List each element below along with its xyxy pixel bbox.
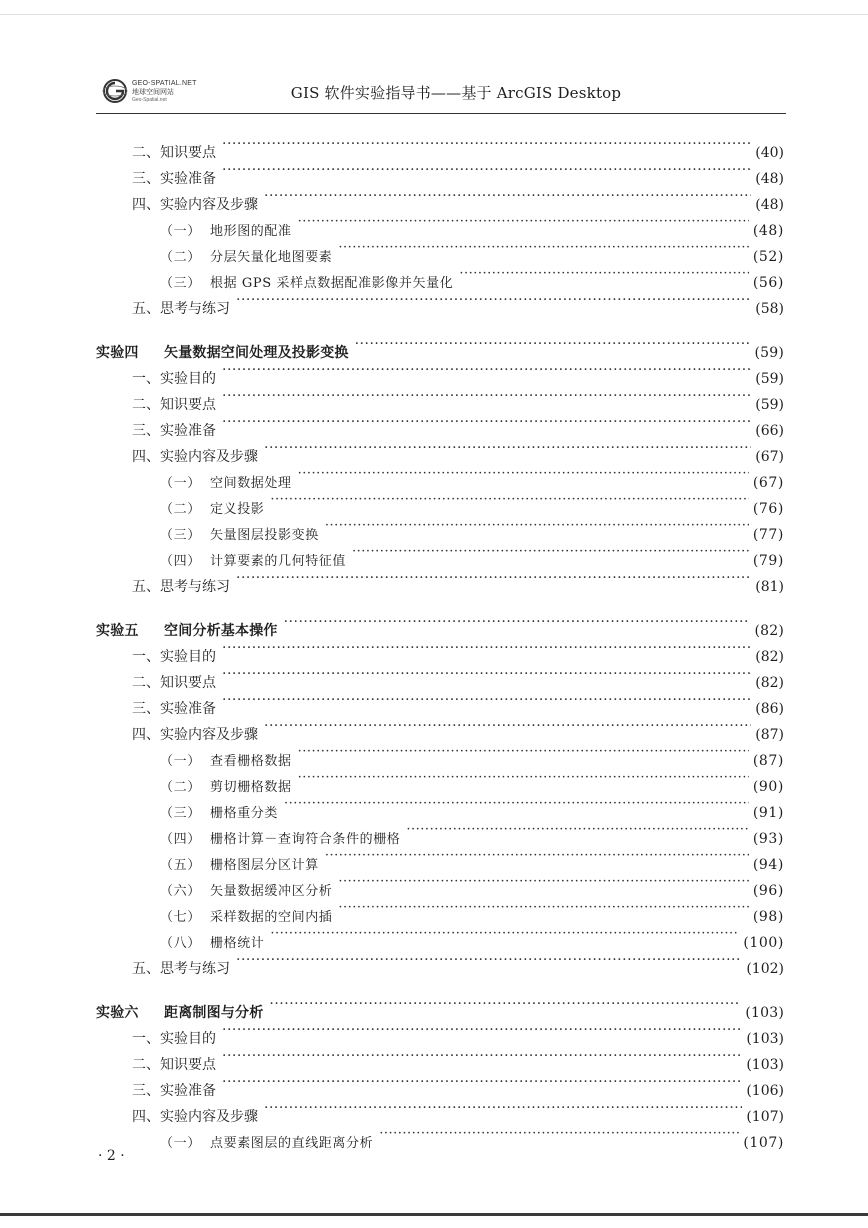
toc-dot-leader: [298, 209, 749, 235]
toc-entry-title: 地形图的配准: [210, 224, 292, 239]
toc-entry-title: 实验准备: [160, 1083, 216, 1099]
toc-dot-leader: [222, 357, 751, 383]
toc-entry-number: 五、: [132, 301, 160, 317]
toc-dot-leader: [325, 513, 749, 539]
toc-entry-title: 思考与练习: [160, 579, 230, 595]
toc-dot-leader: [222, 383, 751, 409]
toc-entry-number: 五、: [132, 961, 160, 977]
toc-entry-number: 三、: [132, 171, 160, 187]
toc-entry-page: (81): [755, 579, 784, 595]
toc-entry-page: (91): [752, 805, 784, 821]
toc-entry-title: 实验内容及步骤: [160, 1109, 258, 1125]
toc-entry-page: (48): [755, 171, 784, 187]
toc-dot-leader: [264, 183, 751, 209]
toc-entry-page: (96): [752, 883, 784, 899]
toc-entry-number: （八）: [160, 936, 201, 951]
logo-line-1: GEO-SPATIAL.NET: [132, 80, 197, 87]
logo-line-2: 地球空间网站: [132, 89, 174, 96]
toc-entry-title: 矢量数据缓冲区分析: [210, 884, 333, 899]
toc-entry-title: 实验准备: [160, 171, 216, 187]
toc-entry-page: (58): [755, 301, 784, 317]
toc-entry-title: 栅格重分类: [210, 806, 279, 821]
toc-entry-number: 二、: [132, 397, 160, 413]
toc-entry-number: 一、: [132, 649, 160, 665]
toc-dot-leader: [459, 261, 749, 287]
toc-entry-page: (67): [752, 475, 784, 491]
toc-entry-page: (59): [754, 345, 784, 361]
toc-entry-number: 二、: [132, 675, 160, 691]
header-rule: [96, 113, 786, 114]
toc-dot-leader: [338, 869, 748, 895]
toc-entry-page: (93): [752, 831, 784, 847]
toc-dot-leader: [298, 739, 749, 765]
toc-dot-leader: [264, 435, 751, 461]
toc-entry-title: 实验目的: [160, 1031, 216, 1047]
toc-entry-title: 实验目的: [160, 371, 216, 387]
toc-entry-number: （三）: [160, 806, 201, 821]
toc-entry-page: (77): [752, 527, 784, 543]
toc-entry-number: 一、: [132, 371, 160, 387]
toc-entry-page: (82): [754, 623, 784, 639]
toc-dot-leader: [355, 331, 751, 357]
toc-entry-page: (66): [755, 423, 784, 439]
toc-dot-leader: [338, 235, 748, 261]
toc-dot-leader: [325, 843, 749, 869]
toc-dot-leader: [270, 921, 739, 947]
toc-entry-title: 采样数据的空间内插: [210, 910, 333, 925]
toc-entry-title: 知识要点: [160, 397, 216, 413]
toc-entry-number: （七）: [160, 910, 201, 925]
toc-dot-leader: [264, 713, 751, 739]
toc-entry-title: 空间分析基本操作: [164, 623, 278, 639]
toc-entry-title: 矢量图层投影变换: [210, 528, 319, 543]
toc-dot-leader: [236, 565, 751, 591]
toc-entry-number: （一）: [160, 754, 201, 769]
toc-entry-title: 实验内容及步骤: [160, 197, 258, 213]
toc-entry-number: 三、: [132, 1083, 160, 1099]
toc-entry-number: 三、: [132, 423, 160, 439]
toc-entry-page: (94): [752, 857, 784, 873]
toc-entry-title: 点要素图层的直线距离分析: [210, 1136, 374, 1151]
toc-entry-number: （四）: [160, 554, 201, 569]
toc-dot-leader: [298, 461, 749, 487]
toc-entry-page: (90): [752, 779, 784, 795]
logo-line-3: Geo-Spatial.net: [132, 97, 167, 103]
toc-entry-page: (103): [745, 1005, 784, 1021]
toc-dot-leader: [270, 487, 748, 513]
toc-entry-title: 定义投影: [210, 502, 265, 517]
toc-dot-leader: [236, 287, 751, 313]
toc-entry-title: 知识要点: [160, 1057, 216, 1073]
top-edge-rule: [0, 14, 868, 15]
toc-entry-number: 二、: [132, 1057, 160, 1073]
toc-entry-page: (98): [752, 909, 784, 925]
toc-dot-leader: [406, 817, 748, 843]
toc-dot-leader: [222, 1017, 742, 1043]
toc-entry-title: 知识要点: [160, 145, 216, 161]
toc-entry-number: 实验六: [96, 1005, 139, 1021]
toc-entry-number: （四）: [160, 832, 201, 847]
table-of-contents: [96, 131, 784, 1151]
toc-chapter-entry[interactable]: [96, 609, 784, 639]
toc-entry-title: 知识要点: [160, 675, 216, 691]
toc-entry-title: 栅格计算－查询符合条件的栅格: [210, 832, 401, 847]
toc-entry-number: 实验四: [96, 345, 139, 361]
toc-entry-page: (103): [746, 1057, 784, 1073]
toc-entry-page: (100): [743, 935, 784, 951]
toc-dot-leader: [222, 409, 751, 435]
toc-entry-title: 空间数据处理: [210, 476, 292, 491]
toc-dot-leader: [379, 1121, 739, 1147]
toc-entry-page: (107): [743, 1135, 784, 1151]
toc-dot-leader: [298, 765, 749, 791]
bottom-edge-rule: [0, 1213, 868, 1216]
toc-entry-number: （三）: [160, 528, 201, 543]
toc-entry-title: 分层矢量化地图要素: [210, 250, 333, 265]
toc-entry-page: (107): [746, 1109, 784, 1125]
toc-entry-title: 实验准备: [160, 423, 216, 439]
toc-dot-leader: [269, 991, 741, 1017]
toc-chapter-entry[interactable]: [96, 991, 784, 1021]
toc-entry-page: (59): [755, 371, 784, 387]
toc-entry-number: 三、: [132, 701, 160, 717]
toc-entry-title: 栅格图层分区计算: [210, 858, 319, 873]
toc-entry-title: 实验准备: [160, 701, 216, 717]
toc-entry-number: （一）: [160, 1136, 201, 1151]
toc-entry-page: (87): [755, 727, 784, 743]
toc-entry-title: 剪切栅格数据: [210, 780, 292, 795]
toc-dot-leader: [284, 609, 751, 635]
toc-entry-number: （二）: [160, 780, 201, 795]
toc-entry-page: (40): [755, 145, 784, 161]
toc-entry-number: （三）: [160, 276, 201, 291]
toc-dot-leader: [284, 791, 749, 817]
publisher-logo: [102, 76, 222, 106]
toc-entry-title: 栅格统计: [210, 936, 265, 951]
toc-dot-leader: [264, 1095, 742, 1121]
toc-entry-title: 查看栅格数据: [210, 754, 292, 769]
toc-entry-page: (76): [752, 501, 784, 517]
toc-entry-number: （一）: [160, 476, 201, 491]
running-header: [96, 72, 786, 116]
toc-entry-title: 思考与练习: [160, 961, 230, 977]
logo-wordmark: [132, 80, 197, 103]
toc-entry-page: (102): [746, 961, 784, 977]
toc-dot-leader: [236, 947, 742, 973]
toc-chapter-entry[interactable]: [96, 331, 784, 361]
toc-entry-title: 实验内容及步骤: [160, 727, 258, 743]
globe-logo-icon: [102, 78, 128, 104]
toc-entry-page: (79): [752, 553, 784, 569]
toc-entry-number: 二、: [132, 145, 160, 161]
toc-entry-number: 四、: [132, 197, 160, 213]
toc-entry-number: 四、: [132, 449, 160, 465]
toc-entry-page: (82): [755, 675, 784, 691]
toc-dot-leader: [222, 131, 751, 157]
toc-entry-page: (52): [752, 249, 784, 265]
toc-entry-page: (48): [752, 223, 784, 239]
toc-entry-number: 四、: [132, 1109, 160, 1125]
toc-entry-number: （二）: [160, 250, 201, 265]
toc-entry-page: (67): [755, 449, 784, 465]
toc-dot-leader: [222, 157, 751, 183]
toc-dot-leader: [338, 895, 748, 921]
toc-entry-number: 五、: [132, 579, 160, 595]
toc-entry-page: (48): [755, 197, 784, 213]
toc-entry-number: 实验五: [96, 623, 139, 639]
toc-entry-title: 距离制图与分析: [164, 1005, 264, 1021]
toc-section-entry[interactable]: [96, 131, 784, 161]
toc-entry-title: 实验目的: [160, 649, 216, 665]
toc-dot-leader: [222, 661, 751, 687]
toc-dot-leader: [222, 687, 751, 713]
running-title: GIS 软件实验指导书——基于 ArcGIS Desktop: [290, 84, 622, 102]
toc-entry-number: 一、: [132, 1031, 160, 1047]
toc-entry-page: (106): [746, 1083, 784, 1099]
page-number: · 2 ·: [98, 1148, 125, 1164]
toc-dot-leader: [352, 539, 749, 565]
toc-entry-title: 思考与练习: [160, 301, 230, 317]
toc-entry-page: (87): [752, 753, 784, 769]
toc-entry-title: 计算要素的几何特征值: [210, 554, 347, 569]
toc-entry-page: (86): [755, 701, 784, 717]
toc-dot-leader: [222, 1069, 742, 1095]
toc-dot-leader: [222, 1043, 742, 1069]
toc-entry-number: （一）: [160, 224, 201, 239]
toc-entry-title: 矢量数据空间处理及投影变换: [164, 345, 349, 361]
toc-entry-page: (103): [746, 1031, 784, 1047]
toc-dot-leader: [222, 635, 751, 661]
toc-entry-number: （六）: [160, 884, 201, 899]
toc-entry-title: 实验内容及步骤: [160, 449, 258, 465]
toc-entry-page: (59): [755, 397, 784, 413]
toc-entry-number: （二）: [160, 502, 201, 517]
toc-entry-page: (82): [755, 649, 784, 665]
toc-entry-page: (56): [752, 275, 784, 291]
toc-entry-title: 根据 GPS 采样点数据配准影像并矢量化: [210, 276, 454, 291]
toc-entry-number: 四、: [132, 727, 160, 743]
toc-entry-number: （五）: [160, 858, 201, 873]
